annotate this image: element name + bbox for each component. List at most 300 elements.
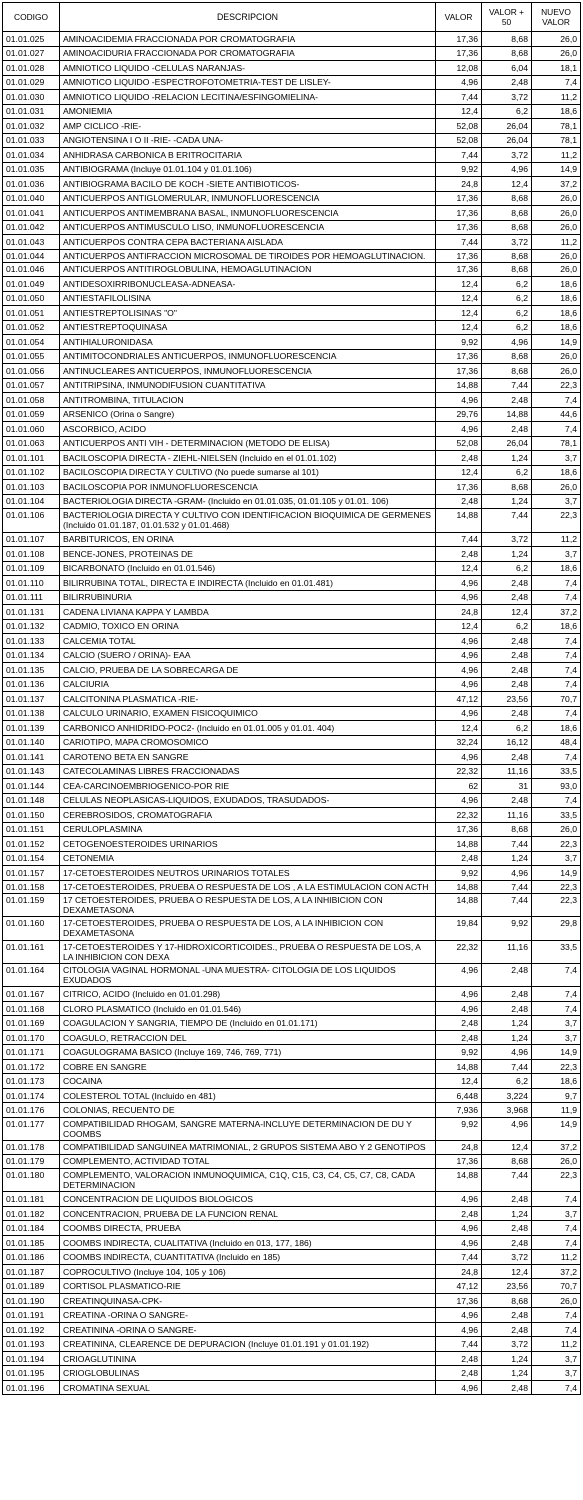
cell-valor-50: 3,224 — [482, 1088, 532, 1103]
cell-valor: 9,92 — [436, 1117, 482, 1140]
table-row — [3, 1308, 581, 1323]
cell-codigo: 01.01.063 — [3, 436, 60, 451]
cell-valor-50: 23,56 — [482, 692, 532, 707]
cell-nuevo-valor: 70,7 — [532, 1279, 581, 1294]
cell-descripcion: ANTICUERPOS CONTRA CEPA BACTERIANA AISLADA — [60, 235, 436, 250]
cell-descripcion: 17-CETOESTEROIDES, PRUEBA O RESPUESTA DE LOS , A LA ESTIMULACION CON ACTH — [60, 880, 436, 893]
cell-valor-50: 2,48 — [482, 793, 532, 808]
cell-valor: 12,08 — [436, 61, 482, 76]
cell-valor-50: 7,44 — [482, 509, 532, 532]
cell-valor: 4,96 — [436, 648, 482, 663]
cell-nuevo-valor: 26,0 — [532, 220, 581, 235]
cell-codigo: 01.01.167 — [3, 987, 60, 1002]
cell-nuevo-valor: 22,3 — [532, 880, 581, 893]
cell-valor-50: 6,2 — [482, 277, 532, 292]
cell-codigo: 01.01.033 — [3, 133, 60, 148]
cell-nuevo-valor: 7,4 — [532, 1322, 581, 1337]
table-row — [3, 532, 581, 547]
table-row — [3, 822, 581, 837]
cell-descripcion: COOMBS DIRECTA, PRUEBA — [60, 1221, 436, 1236]
cell-descripcion: CORTISOL PLASMATICO-RIE — [60, 1279, 436, 1294]
cell-nuevo-valor: 78,1 — [532, 119, 581, 134]
cell-descripcion: ANTICUERPOS ANTIGLOMERULAR, INMUNOFLUORESCENCIA — [60, 191, 436, 206]
table-row — [3, 364, 581, 379]
table-row — [3, 779, 581, 794]
cell-codigo: 01.01.191 — [3, 1308, 60, 1323]
cell-valor: 17,36 — [436, 191, 482, 206]
cell-descripcion: 17 CETOESTEROIDES, PRUEBA O RESPUESTA DE LOS, A LA INHIBICION CON DEXAMETASONA — [60, 893, 436, 916]
cell-valor-50: 14,88 — [482, 407, 532, 422]
cell-valor-50: 8,68 — [482, 191, 532, 206]
cell-nuevo-valor: 37,2 — [532, 1141, 581, 1154]
table-row — [3, 561, 581, 576]
cell-codigo: 01.01.106 — [3, 509, 60, 532]
table-row — [3, 735, 581, 750]
cell-valor: 17,36 — [436, 364, 482, 379]
cell-codigo: 01.01.044 — [3, 249, 60, 262]
cell-nuevo-valor: 3,7 — [532, 1030, 581, 1045]
cell-descripcion: ANTIESTREPTOQUINASA — [60, 320, 436, 335]
cell-valor-50: 7,44 — [482, 1169, 532, 1192]
cell-descripcion: AMNIOTICO LIQUIDO -RELACION LECITINA/ESFINGOMIELINA- — [60, 90, 436, 105]
table-row — [3, 940, 581, 963]
cell-nuevo-valor: 48,4 — [532, 735, 581, 750]
cell-nuevo-valor: 7,4 — [532, 634, 581, 649]
cell-valor: 52,08 — [436, 436, 482, 451]
table-row — [3, 1088, 581, 1103]
table-row — [3, 547, 581, 562]
table-row — [3, 1293, 581, 1308]
cell-codigo: 01.01.036 — [3, 177, 60, 192]
cell-valor-50: 2,48 — [482, 706, 532, 721]
cell-valor: 7,44 — [436, 1337, 482, 1352]
cell-descripcion: ANTICUERPOS ANTITIROGLOBULINA, HEMOAGLUTINACION — [60, 262, 436, 277]
cell-descripcion: 17-CETOESTEROIDES Y 17-HIDROXICORTICOIDES., PRUEBA O RESPUESTA DE LOS, A LA INHIBICION CON DEXA — [60, 940, 436, 963]
cell-valor: 47,12 — [436, 692, 482, 707]
cell-codigo: 01.01.057 — [3, 378, 60, 393]
table-row — [3, 465, 581, 480]
cell-descripcion: COAGULOGRAMA BASICO (Incluye 169, 746, 769, 771) — [60, 1045, 436, 1060]
cell-valor: 17,36 — [436, 822, 482, 837]
cell-descripcion: COMPLEMENTO, ACTIVIDAD TOTAL — [60, 1154, 436, 1169]
cell-valor: 24,8 — [436, 1141, 482, 1154]
cell-valor: 4,96 — [436, 1235, 482, 1250]
cell-nuevo-valor: 22,3 — [532, 378, 581, 393]
header-row — [3, 3, 581, 32]
cell-codigo: 01.01.159 — [3, 893, 60, 916]
cell-codigo: 01.01.035 — [3, 162, 60, 177]
table-row — [3, 220, 581, 235]
cell-nuevo-valor: 3,7 — [532, 451, 581, 466]
cell-codigo: 01.01.158 — [3, 880, 60, 893]
cell-nuevo-valor: 22,3 — [532, 893, 581, 916]
table-row — [3, 104, 581, 119]
cell-valor: 12,4 — [436, 465, 482, 480]
cell-valor-50: 1,24 — [482, 1366, 532, 1381]
cell-nuevo-valor: 3,7 — [532, 1366, 581, 1381]
cell-descripcion: 17-CETOESTEROIDES, PRUEBA O RESPUESTA DE LOS, A LA INHIBICION CON DEXAMETASONA — [60, 917, 436, 940]
cell-valor-50: 4,96 — [482, 866, 532, 881]
table-row — [3, 494, 581, 509]
cell-codigo: 01.01.196 — [3, 1380, 60, 1395]
cell-valor: 4,96 — [436, 987, 482, 1002]
cell-valor-50: 1,24 — [482, 851, 532, 866]
table-row — [3, 90, 581, 105]
table-row — [3, 1045, 581, 1060]
cell-descripcion: ANGIOTENSINA I O II -RIE- -CADA UNA- — [60, 133, 436, 148]
cell-valor-50: 2,48 — [482, 663, 532, 678]
cell-valor: 7,44 — [436, 235, 482, 250]
cell-valor-50: 26,04 — [482, 133, 532, 148]
cell-descripcion: COAGULO, RETRACCION DEL — [60, 1030, 436, 1045]
cell-valor: 4,96 — [436, 706, 482, 721]
cell-valor: 2,48 — [436, 1030, 482, 1045]
cell-codigo: 01.01.040 — [3, 191, 60, 206]
cell-valor-50: 26,04 — [482, 436, 532, 451]
table-row — [3, 750, 581, 765]
cell-descripcion: ANTIMITOCONDRIALES ANTICUERPOS, INMUNOFLUORESCENCIA — [60, 349, 436, 364]
table-row — [3, 987, 581, 1002]
price-table — [2, 2, 581, 1395]
cell-nuevo-valor: 11,2 — [532, 235, 581, 250]
cell-valor: 4,96 — [436, 1380, 482, 1395]
cell-valor-50: 11,16 — [482, 808, 532, 823]
cell-valor: 22,32 — [436, 808, 482, 823]
cell-valor: 22,32 — [436, 764, 482, 779]
cell-codigo: 01.01.060 — [3, 422, 60, 437]
cell-valor: 2,48 — [436, 851, 482, 866]
cell-valor: 17,36 — [436, 46, 482, 61]
table-row — [3, 1322, 581, 1337]
cell-valor: 2,48 — [436, 1016, 482, 1031]
cell-codigo: 01.01.195 — [3, 1366, 60, 1381]
cell-codigo: 01.01.168 — [3, 1001, 60, 1016]
cell-valor-50: 11,16 — [482, 940, 532, 963]
cell-valor: 17,36 — [436, 220, 482, 235]
cell-nuevo-valor: 7,4 — [532, 1235, 581, 1250]
cell-valor: 29,76 — [436, 407, 482, 422]
cell-descripcion: BACTERIOLOGIA DIRECTA Y CULTIVO CON IDENTIFICACION BIOQUIMICA DE GERMENES (Incluido 01.01.187, 01.01.532 y 01.01.468) — [60, 509, 436, 532]
cell-valor-50: 6,2 — [482, 306, 532, 321]
cell-nuevo-valor: 7,4 — [532, 706, 581, 721]
cell-valor-50: 3,72 — [482, 90, 532, 105]
cell-valor-50: 6,2 — [482, 320, 532, 335]
cell-descripcion: BACILOSCOPIA DIRECTA Y CULTIVO (No puede sumarse al 101) — [60, 465, 436, 480]
cell-valor-50: 16,12 — [482, 735, 532, 750]
cell-valor: 9,92 — [436, 866, 482, 881]
cell-descripcion: CROMATINA SEXUAL — [60, 1380, 436, 1395]
cell-valor: 17,36 — [436, 1293, 482, 1308]
cell-valor-50: 12,4 — [482, 177, 532, 192]
cell-valor-50: 3,72 — [482, 148, 532, 163]
cell-valor: 7,44 — [436, 90, 482, 105]
cell-codigo: 01.01.030 — [3, 90, 60, 105]
cell-descripcion: AMNIOTICO LIQUIDO -CELULAS NARANJAS- — [60, 61, 436, 76]
cell-nuevo-valor: 26,0 — [532, 262, 581, 277]
cell-nuevo-valor: 93,0 — [532, 779, 581, 794]
table-row — [3, 148, 581, 163]
cell-descripcion: CADMIO, TOXICO EN ORINA — [60, 619, 436, 634]
cell-nuevo-valor: 3,7 — [532, 851, 581, 866]
cell-descripcion: AMINOACIDURIA FRACCIONADA POR CROMATOGRAFIA — [60, 46, 436, 61]
cell-valor-50: 2,48 — [482, 422, 532, 437]
cell-valor: 24,8 — [436, 605, 482, 620]
cell-descripcion: AMP CICLICO -RIE- — [60, 119, 436, 134]
table-row — [3, 677, 581, 692]
cell-valor: 14,88 — [436, 880, 482, 893]
cell-valor-50: 2,48 — [482, 1380, 532, 1395]
cell-nuevo-valor: 26,0 — [532, 32, 581, 47]
cell-valor-50: 3,72 — [482, 532, 532, 547]
cell-valor-50: 12,4 — [482, 605, 532, 620]
table-row — [3, 837, 581, 852]
cell-descripcion: COOMBS INDIRECTA, CUANTITATIVA (Incluido en 185) — [60, 1250, 436, 1265]
cell-descripcion: CLORO PLASMATICO (Incluido en 01.01.546) — [60, 1001, 436, 1016]
cell-descripcion: ANTICUERPOS ANTIFRACCION MICROSOMAL DE TIROIDES POR HEMOAGLUTINACION. — [60, 249, 436, 262]
cell-valor: 2,48 — [436, 1206, 482, 1221]
cell-nuevo-valor: 26,0 — [532, 822, 581, 837]
cell-descripcion: CARIOTIPO, MAPA CROMOSOMICO — [60, 735, 436, 750]
cell-valor: 7,936 — [436, 1103, 482, 1118]
table-row — [3, 306, 581, 321]
cell-codigo: 01.01.174 — [3, 1088, 60, 1103]
cell-nuevo-valor: 9,7 — [532, 1088, 581, 1103]
cell-descripcion: BACILOSCOPIA DIRECTA - ZIEHL-NIELSEN (Incluido en el 01.01.102) — [60, 451, 436, 466]
cell-codigo: 01.01.134 — [3, 648, 60, 663]
cell-valor-50: 2,48 — [482, 964, 532, 987]
cell-valor: 4,96 — [436, 1001, 482, 1016]
cell-descripcion: ANTIBIOGRAMA (Incluye 01.01.104 y 01.01.106) — [60, 162, 436, 177]
table-row — [3, 1235, 581, 1250]
cell-valor: 6,448 — [436, 1088, 482, 1103]
cell-codigo: 01.01.189 — [3, 1279, 60, 1294]
cell-codigo: 01.01.131 — [3, 605, 60, 620]
cell-codigo: 01.01.027 — [3, 46, 60, 61]
cell-descripcion: CITRICO, ACIDO (Incluido en 01.01.298) — [60, 987, 436, 1002]
cell-valor-50: 2,48 — [482, 1308, 532, 1323]
cell-nuevo-valor: 14,9 — [532, 866, 581, 881]
cell-valor-50: 1,24 — [482, 1206, 532, 1221]
cell-valor: 4,96 — [436, 964, 482, 987]
cell-nuevo-valor: 11,2 — [532, 1250, 581, 1265]
cell-codigo: 01.01.190 — [3, 1293, 60, 1308]
cell-codigo: 01.01.138 — [3, 706, 60, 721]
cell-nuevo-valor: 26,0 — [532, 1154, 581, 1169]
table-row — [3, 320, 581, 335]
cell-descripcion: BACTERIOLOGIA DIRECTA -GRAM- (Incluido en 01.01.035, 01.01.105 y 01.01. 106) — [60, 494, 436, 509]
cell-descripcion: ASCORBICO, ACIDO — [60, 422, 436, 437]
table-row — [3, 1351, 581, 1366]
cell-codigo: 01.01.143 — [3, 764, 60, 779]
cell-codigo: 01.01.054 — [3, 335, 60, 350]
cell-nuevo-valor: 7,4 — [532, 393, 581, 408]
cell-codigo: 01.01.182 — [3, 1206, 60, 1221]
cell-valor: 9,92 — [436, 335, 482, 350]
cell-codigo: 01.01.028 — [3, 61, 60, 76]
cell-nuevo-valor: 18,6 — [532, 291, 581, 306]
table-row — [3, 634, 581, 649]
cell-descripcion: CREATINA -ORINA O SANGRE- — [60, 1308, 436, 1323]
cell-descripcion: CAROTENO BETA EN SANGRE — [60, 750, 436, 765]
cell-codigo: 01.01.160 — [3, 917, 60, 940]
table-row — [3, 692, 581, 707]
cell-descripcion: ANTIESTREPTOLISINAS "O" — [60, 306, 436, 321]
cell-valor-50: 2,48 — [482, 576, 532, 591]
cell-descripcion: CREATINQUINASA-CPK- — [60, 1293, 436, 1308]
table-row — [3, 808, 581, 823]
cell-descripcion: CEREBROSIDOS, CROMATOGRAFIA — [60, 808, 436, 823]
table-row — [3, 378, 581, 393]
cell-valor-50: 31 — [482, 779, 532, 794]
cell-codigo: 01.01.157 — [3, 866, 60, 881]
header-nuevo-valor: NUEVO VALOR — [532, 3, 581, 32]
cell-valor: 17,36 — [436, 262, 482, 277]
cell-valor-50: 7,44 — [482, 837, 532, 852]
cell-nuevo-valor: 7,4 — [532, 1001, 581, 1016]
table-row — [3, 619, 581, 634]
table-row — [3, 917, 581, 940]
cell-nuevo-valor: 7,4 — [532, 590, 581, 605]
cell-codigo: 01.01.179 — [3, 1154, 60, 1169]
header-descripcion: DESCRIPCION — [60, 3, 436, 32]
cell-valor-50: 8,68 — [482, 206, 532, 221]
table-row — [3, 964, 581, 987]
cell-codigo: 01.01.151 — [3, 822, 60, 837]
cell-valor-50: 6,2 — [482, 721, 532, 736]
cell-codigo: 01.01.049 — [3, 277, 60, 292]
cell-descripcion: CREATININA, CLEARENCE DE DEPURACION (Incluye 01.01.191 y 01.01.192) — [60, 1337, 436, 1352]
cell-valor-50: 6,2 — [482, 619, 532, 634]
cell-codigo: 01.01.043 — [3, 235, 60, 250]
cell-valor: 12,4 — [436, 1074, 482, 1089]
cell-codigo: 01.01.055 — [3, 349, 60, 364]
cell-nuevo-valor: 26,0 — [532, 349, 581, 364]
cell-codigo: 01.01.140 — [3, 735, 60, 750]
cell-valor-50: 6,04 — [482, 61, 532, 76]
cell-valor: 47,12 — [436, 1279, 482, 1294]
cell-valor: 12,4 — [436, 104, 482, 119]
cell-valor: 17,36 — [436, 1154, 482, 1169]
cell-codigo: 01.01.187 — [3, 1264, 60, 1279]
cell-valor: 2,48 — [436, 1351, 482, 1366]
table-row — [3, 648, 581, 663]
cell-valor-50: 9,92 — [482, 917, 532, 940]
cell-valor: 19,84 — [436, 917, 482, 940]
cell-valor: 32,24 — [436, 735, 482, 750]
cell-valor-50: 1,24 — [482, 1351, 532, 1366]
cell-nuevo-valor: 44,6 — [532, 407, 581, 422]
cell-nuevo-valor: 3,7 — [532, 1351, 581, 1366]
cell-valor: 12,4 — [436, 306, 482, 321]
cell-valor-50: 4,96 — [482, 1117, 532, 1140]
table-row — [3, 1264, 581, 1279]
cell-codigo: 01.01.193 — [3, 1337, 60, 1352]
cell-nuevo-valor: 7,4 — [532, 987, 581, 1002]
cell-valor: 12,4 — [436, 561, 482, 576]
table-row — [3, 706, 581, 721]
table-row — [3, 133, 581, 148]
cell-nuevo-valor: 22,3 — [532, 837, 581, 852]
cell-codigo: 01.01.051 — [3, 306, 60, 321]
cell-valor-50: 6,2 — [482, 104, 532, 119]
cell-nuevo-valor: 7,4 — [532, 1380, 581, 1395]
cell-valor-50: 2,48 — [482, 648, 532, 663]
cell-descripcion: CALCEMIA TOTAL — [60, 634, 436, 649]
cell-valor: 12,4 — [436, 721, 482, 736]
cell-nuevo-valor: 7,4 — [532, 663, 581, 678]
table-row — [3, 451, 581, 466]
cell-nuevo-valor: 7,4 — [532, 1192, 581, 1207]
cell-nuevo-valor: 18,1 — [532, 61, 581, 76]
cell-codigo: 01.01.180 — [3, 1169, 60, 1192]
cell-valor-50: 2,48 — [482, 634, 532, 649]
table-row — [3, 393, 581, 408]
cell-valor: 2,48 — [436, 547, 482, 562]
cell-codigo: 01.01.101 — [3, 451, 60, 466]
cell-descripcion: CITOLOGIA VAGINAL HORMONAL -UNA MUESTRA- CITOLOGIA DE LOS LIQUIDOS EXUDADOS — [60, 964, 436, 987]
cell-nuevo-valor: 7,4 — [532, 677, 581, 692]
cell-valor-50: 4,96 — [482, 335, 532, 350]
table-row — [3, 1141, 581, 1154]
cell-valor-50: 4,96 — [482, 162, 532, 177]
table-row — [3, 1117, 581, 1140]
table-row — [3, 1030, 581, 1045]
cell-nuevo-valor: 14,9 — [532, 162, 581, 177]
cell-descripcion: COPROCULTIVO (Incluye 104, 105 y 106) — [60, 1264, 436, 1279]
cell-descripcion: CREATININA -ORINA O SANGRE- — [60, 1322, 436, 1337]
cell-nuevo-valor: 26,0 — [532, 1293, 581, 1308]
cell-nuevo-valor: 3,7 — [532, 1206, 581, 1221]
cell-valor: 17,36 — [436, 249, 482, 262]
header-valor: VALOR — [436, 3, 482, 32]
cell-codigo: 01.01.164 — [3, 964, 60, 987]
cell-nuevo-valor: 3,7 — [532, 547, 581, 562]
table-row — [3, 291, 581, 306]
cell-descripcion: CRIOGLOBULINAS — [60, 1366, 436, 1381]
cell-codigo: 01.01.132 — [3, 619, 60, 634]
table-row — [3, 75, 581, 90]
cell-nuevo-valor: 26,0 — [532, 191, 581, 206]
cell-valor: 14,88 — [436, 1059, 482, 1074]
cell-valor-50: 2,48 — [482, 987, 532, 1002]
cell-codigo: 01.01.169 — [3, 1016, 60, 1031]
cell-nuevo-valor: 11,9 — [532, 1103, 581, 1118]
header-codigo: CODIGO — [3, 3, 60, 32]
table-row — [3, 590, 581, 605]
cell-codigo: 01.01.181 — [3, 1192, 60, 1207]
cell-nuevo-valor: 26,0 — [532, 249, 581, 262]
cell-codigo: 01.01.058 — [3, 393, 60, 408]
cell-nuevo-valor: 78,1 — [532, 436, 581, 451]
cell-codigo: 01.01.029 — [3, 75, 60, 90]
cell-valor-50: 2,48 — [482, 393, 532, 408]
cell-nuevo-valor: 33,5 — [532, 764, 581, 779]
cell-codigo: 01.01.152 — [3, 837, 60, 852]
cell-descripcion: AMONIEMIA — [60, 104, 436, 119]
cell-descripcion: CADENA LIVIANA KAPPA Y LAMBDA — [60, 605, 436, 620]
cell-valor-50: 8,68 — [482, 364, 532, 379]
cell-descripcion: CETONEMIA — [60, 851, 436, 866]
cell-valor: 4,96 — [436, 793, 482, 808]
cell-valor-50: 2,48 — [482, 590, 532, 605]
cell-valor: 12,4 — [436, 619, 482, 634]
cell-valor: 4,96 — [436, 422, 482, 437]
cell-codigo: 01.01.050 — [3, 291, 60, 306]
cell-valor-50: 8,68 — [482, 46, 532, 61]
table-row — [3, 663, 581, 678]
table-row — [3, 191, 581, 206]
cell-nuevo-valor: 7,4 — [532, 1221, 581, 1236]
